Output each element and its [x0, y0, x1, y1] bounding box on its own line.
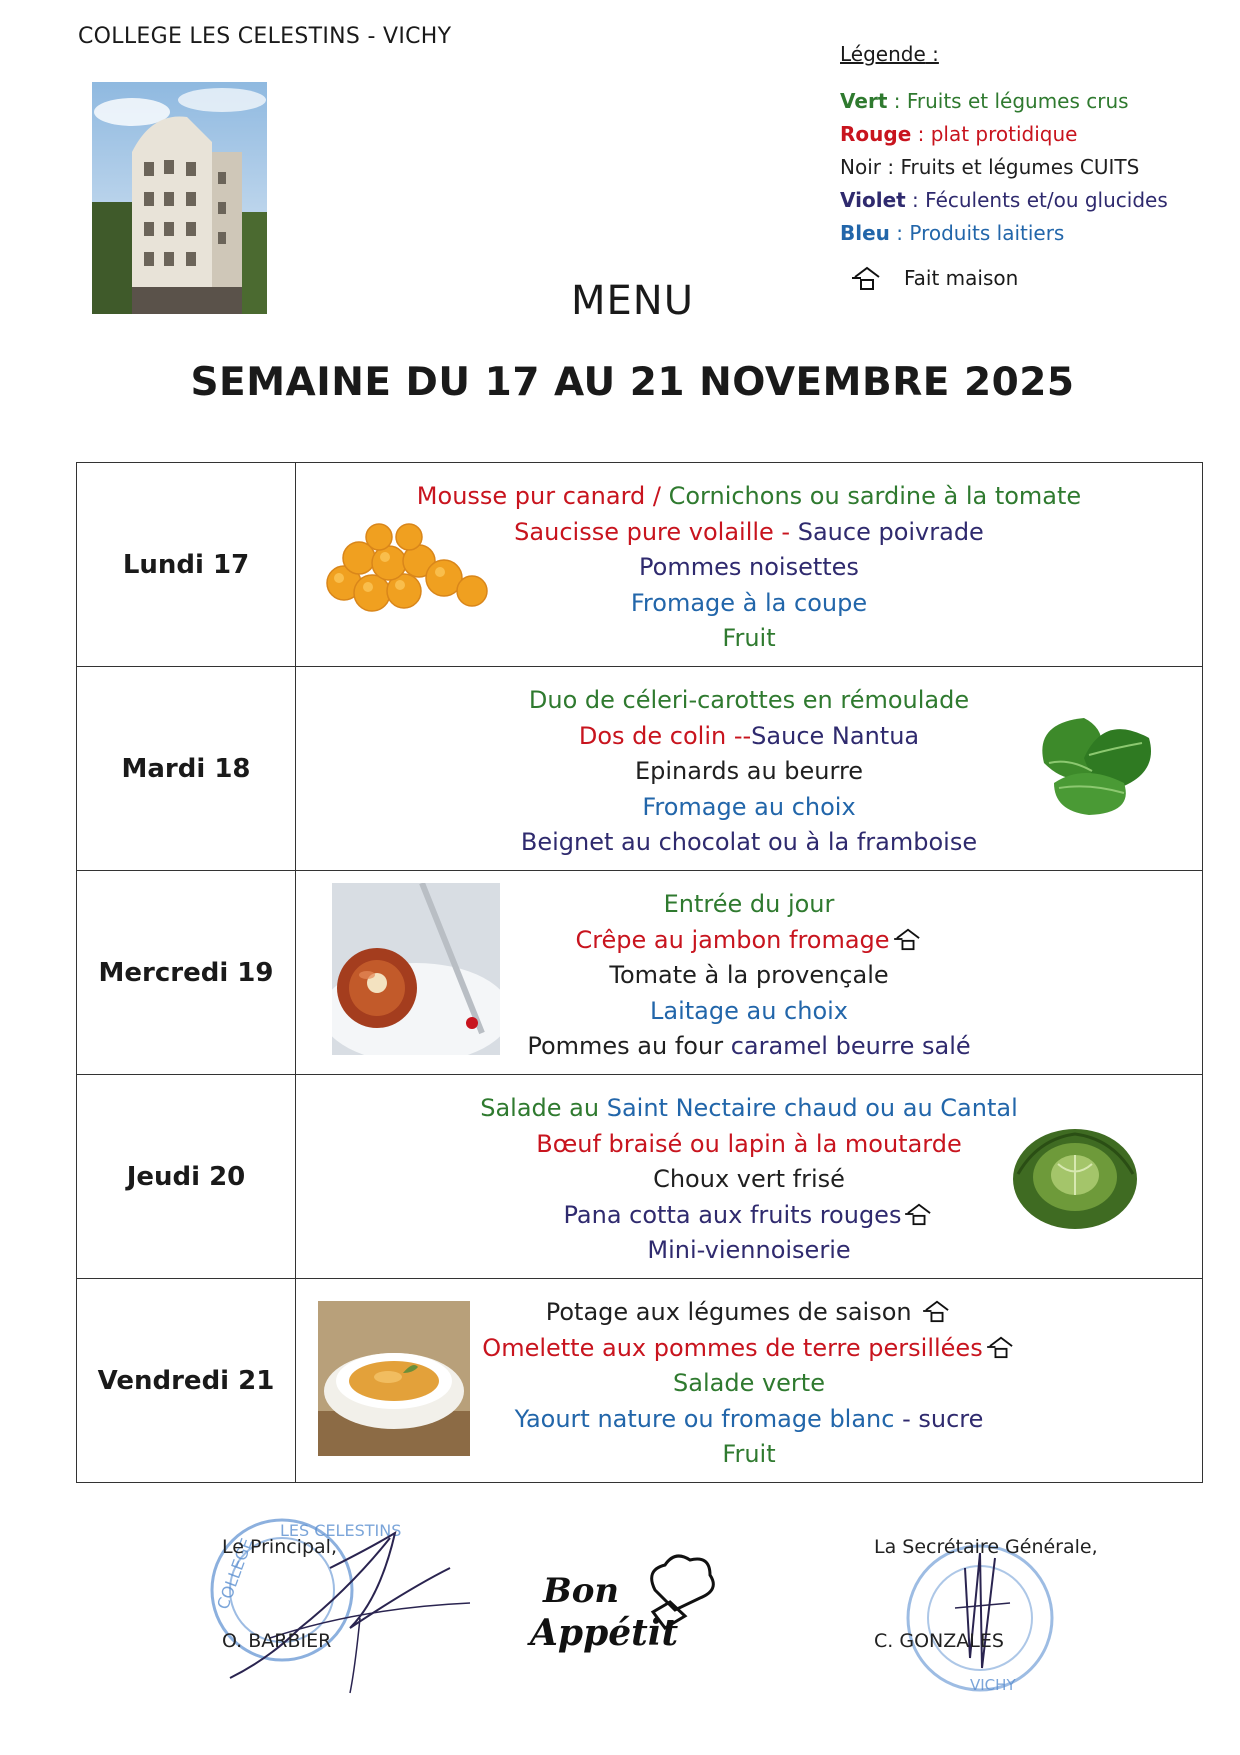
dish-entree: Potage aux légumes de saison	[296, 1295, 1202, 1331]
day-dishes	[296, 667, 1202, 870]
principal-signature	[210, 1508, 540, 1698]
dish-list	[296, 479, 1202, 657]
day-label: Lundi 17	[77, 463, 296, 666]
menu-table	[76, 462, 1203, 1483]
week-title: SEMAINE DU 17 AU 21 NOVEMBRE 2025	[190, 360, 1075, 405]
house-icon	[904, 1202, 934, 1226]
legend	[840, 38, 1168, 250]
day-label: Jeudi 20	[77, 1075, 296, 1278]
dish-accompagnement: Tomate à la provençale	[609, 961, 889, 989]
dish-list	[296, 683, 1202, 861]
table-row	[77, 1075, 1202, 1279]
school-name: COLLEGE LES CELESTINS - VICHY	[78, 24, 452, 49]
principal-name: O. BARBIER	[222, 1630, 332, 1652]
dish-dessert: Pana cotta aux fruits rouges	[296, 1198, 1202, 1234]
dish-fromage: Yaourt nature ou fromage blanc - sucre	[514, 1404, 984, 1433]
dish-accompagnement: Pommes noisettes	[639, 553, 859, 581]
bon-appetit-logo	[525, 1550, 725, 1670]
dish-entree: Mousse pur canard / Cornichons ou sardine à la tomate	[416, 482, 1082, 510]
day-dishes	[296, 1279, 1202, 1482]
dish-fromage: Laitage au choix	[650, 996, 848, 1025]
dish-dessert: Pommes au four caramel beurre salé	[527, 1032, 971, 1060]
dish-plat: Crêpe au jambon fromage	[296, 923, 1202, 959]
day-label: Mercredi 19	[77, 871, 296, 1074]
house-icon	[893, 927, 923, 951]
dish-entree: Duo de céleri-carottes en rémoulade	[528, 686, 970, 714]
table-row	[77, 871, 1202, 1075]
day-dishes	[296, 871, 1202, 1074]
dish-list	[296, 1295, 1202, 1473]
dish-plat: Bœuf braisé ou lapin à la moutarde	[536, 1129, 962, 1158]
secretaire-name: C. GONZALES	[874, 1630, 1004, 1652]
dish-list	[296, 1091, 1202, 1269]
house-icon	[986, 1335, 1016, 1359]
svg-text:VICHY: VICHY	[970, 1676, 1016, 1694]
legend-title: Légende :	[840, 42, 939, 66]
principal-title: Le Principal,	[222, 1536, 337, 1558]
dish-list	[296, 887, 1202, 1065]
secretaire-title: La Secrétaire Générale,	[874, 1536, 1098, 1558]
dish-entree: Salade au Saint Nectaire chaud ou au Cantal	[480, 1094, 1018, 1122]
legend-item-blue: Bleu : Produits laitiers	[840, 221, 1065, 245]
dish-dessert: Fruit	[722, 1440, 776, 1468]
legend-item-black: Noir : Fruits et légumes CUITS	[840, 155, 1140, 179]
dish-fromage: Fromage à la coupe	[630, 588, 868, 617]
day-label: Mardi 18	[77, 667, 296, 870]
dish-dessert: Beignet au chocolat ou à la framboise	[520, 828, 978, 856]
dish-extra: Mini-viennoiserie	[647, 1236, 851, 1264]
dish-plat: Dos de colin --Sauce Nantua	[578, 721, 920, 750]
day-label: Vendredi 21	[77, 1279, 296, 1482]
table-row	[77, 463, 1202, 667]
dish-fromage: Fromage au choix	[642, 792, 856, 821]
table-row	[77, 1279, 1202, 1482]
legend-fait-maison: Fait maison	[852, 265, 1018, 291]
dish-dessert: Fruit	[722, 624, 776, 652]
secretaire-signature	[870, 1508, 1190, 1698]
legend-item-green: Vert : Fruits et légumes crus	[840, 89, 1129, 113]
svg-text:LES CELESTINS: LES CELESTINS	[280, 1521, 402, 1540]
dish-accompagnement: Salade verte	[673, 1369, 825, 1397]
svg-text:COLLEGE: COLLEGE	[213, 1535, 257, 1612]
dish-entree: Entrée du jour	[663, 890, 835, 918]
dish-accompagnement: Choux vert frisé	[653, 1165, 845, 1193]
legend-item-violet: Violet : Féculents et/ou glucides	[840, 188, 1168, 212]
svg-text:Bon: Bon	[543, 1571, 620, 1611]
day-dishes	[296, 463, 1202, 666]
legend-item-red: Rouge : plat protidique	[840, 122, 1078, 146]
table-row	[77, 667, 1202, 871]
dish-accompagnement: Epinards au beurre	[634, 757, 864, 785]
house-icon	[922, 1299, 952, 1323]
svg-text:Appétit: Appétit	[530, 1612, 679, 1654]
dish-plat: Omelette aux pommes de terre persillées	[296, 1331, 1202, 1367]
dish-plat: Saucisse pure volaille - Sauce poivrade	[514, 517, 984, 546]
menu-title: MENU	[571, 278, 694, 324]
day-dishes	[296, 1075, 1202, 1278]
